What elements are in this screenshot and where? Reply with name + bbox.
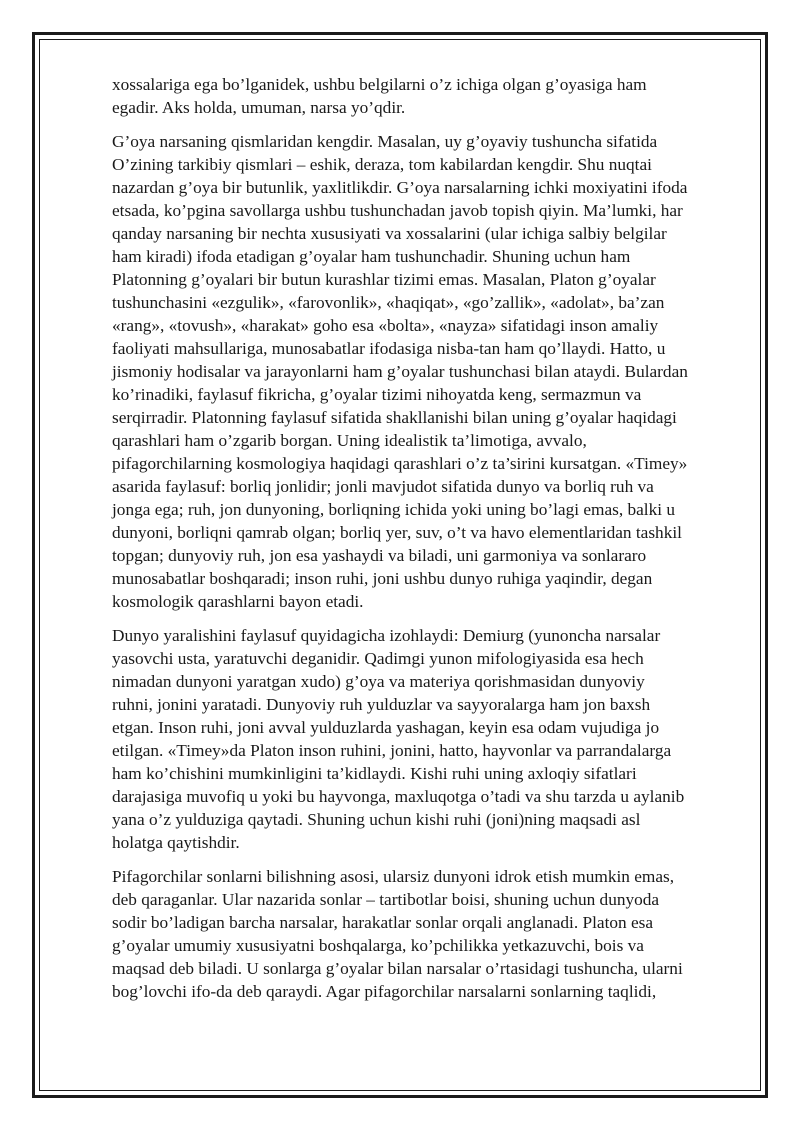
document-body bbox=[112, 73, 712, 1014]
paragraph-1: xossalariga ega bo’lganidek, ushbu belgilarni o’z ichiga olgan g’oyasiga ham egadir. Aks holda, umuman, narsa yo’qdir. bbox=[112, 75, 647, 117]
paragraph-4: Pifagorchilar sonlarni bilishning asosi, ularsiz dunyoni idrok etish mumkin emas, deb qaraganlar. Ular nazarida sonlar – tartibotlar boisi, shuning uchun dunyoda sodir bo’ladigan barcha narsalar, harakatlar sonlar orqali anglanadi. Platon esa g’oyalar umumiy xususiyatni boshqalarga, ko’pchilikka yetkazuvchi, bois va maqsad deb biladi. U sonlarga g’oyalar bilan narsalar o’rtasidagi tushuncha, ularni bog’lovchi ifo-da deb qaraydi. Agar pifagorchilar narsalarni sonlarning taqlidi, bbox=[112, 867, 683, 1001]
paragraph-2: G’oya narsaning qismlaridan kengdir. Masalan, uy g’oyaviy tushuncha sifatida O’zining tarkibiy qismlari – eshik, deraza, tom kabilardan kengdir. Shu nuqtai nazardan g’oya bir butunlik, yaxlitlikdir. G’oya narsalarning ichki moxiyatini ifoda etsada, ko’pgina savollarga ushbu tushunchadan javob topish qiyin. Ma’lumki, har qanday narsaning bir nechta xususiyati va xossalarini (ular ichiga salbiy belgilar ham kiradi) ifoda etadigan g’oyalar ham tushunchadir. Shuning uchun ham Platonning g’oyalari bir butun kurashlar tizimi emas. Masalan, Platon g’oyalar tushunchasini «ezgulik», «farovonlik», «haqiqat», «go’zallik», «adolat», ba’zan «rang», «tovush», «harakat» goho esa «bolta», «nayza» sifatidagi inson amaliy faoliyati mahsullariga, munosabatlar ifodasiga nisba-tan ham qo’llaydi. Hatto, u jismoniy hodisalar va jarayonlarni ham g’oyalar tushunchasi bilan ataydi. Bulardan ko’rinadiki, faylasuf fikricha, g’oyalar tizimi nihoyatda keng, sermazmun va serqirradir. Platonning faylasuf sifatida shakllanishi bilan uning g’oyalar haqidagi qarashlari ham o’zgarib borgan. Uning idealistik ta’limotiga, avvalo, pifagorchilarning kosmologiya haqidagi qarashlari o’z ta’sirini kursatgan. «Timey» asarida faylasuf: borliq jonlidir; jonli mavjudot sifatida dunyo va borliq ruh va jonga ega; ruh, jon dunyoning, borliqning ichida yoki uning bo’lagi emas, balki u dunyoni, borliqni qamrab olgan; borliq yer, suv, o’t va havo elementlaridan tashkil topgan; dunyoviy ruh, jon esa yashaydi va biladi, uni garmoniya va sonlararo munosabatlar boshqaradi; inson ruhi, joni ushbu dunyo ruhiga yaqindir, degan kosmologik qarashlarni bayon etadi. bbox=[112, 132, 688, 611]
paragraph-3: Dunyo yaralishini faylasuf quyidagicha izohlaydi: Demiurg (yunoncha narsalar yasovchi usta, yaratuvchi deganidir. Qadimgi yunon mifologiyasida esa hech nimadan dunyoni yaratgan xudo) g’oya va materiya qorishmasidan dunyoviy ruhni, jonini yaratadi. Dunyoviy ruh yulduzlar va sayyoralarga ham jon baxsh etgan. Inson ruhi, joni avval yulduzlarda yashagan, keyin esa odam vujudiga jo etilgan. «Timey»da Platon inson ruhini, jonini, hatto, hayvonlar va parrandalarga ham ko’chishini mumkinligini ta’kidlaydi. Kishi ruhi uning axloqiy sifatlari darajasiga muvofiq u yoki bu hayvonga, maxluqotga o’tadi va shu tarzda u aylanib yana o’z yulduziga qaytadi. Shuning uchun kishi ruhi (joni)ning maqsadi asl holatga qaytishdir. bbox=[112, 626, 685, 852]
